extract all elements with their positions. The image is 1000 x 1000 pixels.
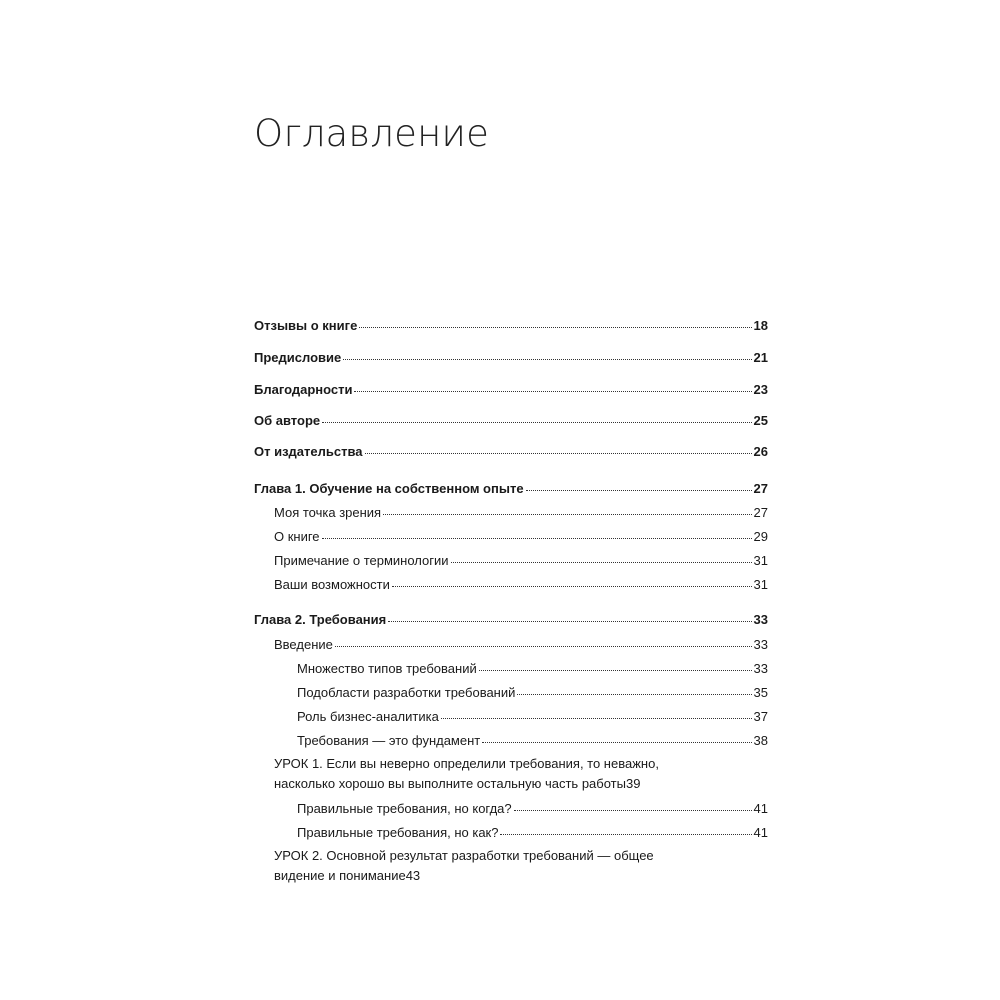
toc-entry-label: Моя точка зрения: [274, 505, 382, 520]
dot-leader: [517, 694, 751, 695]
toc-entry-page: 26: [753, 444, 768, 459]
dot-leader: [500, 834, 751, 835]
toc-entry-lesson1-subsection[interactable]: [297, 801, 768, 817]
dot-leader: [359, 327, 751, 328]
toc-entry-label: Введение: [274, 637, 333, 652]
toc-entry-label: Глава 1. Обучение на собственном опыте: [254, 481, 524, 496]
toc-entry-label: Правильные требования, но когда?: [297, 801, 512, 816]
dot-leader: [441, 718, 752, 719]
toc-entry-ch2-subsection[interactable]: [297, 685, 768, 701]
toc-entry-page: 33: [753, 612, 768, 627]
toc-entry-page: 33: [753, 637, 768, 652]
toc-entry-page: 29: [753, 529, 768, 544]
dot-leader: [322, 538, 752, 539]
toc-entry-label: Глава 2. Требования: [254, 612, 387, 627]
toc-entry-ch2-subsection[interactable]: [297, 661, 768, 677]
toc-entry-ch1-section[interactable]: [274, 553, 768, 569]
dot-leader: [482, 742, 751, 743]
toc-entry-page: 21: [753, 350, 768, 365]
dot-leader: [451, 562, 752, 563]
toc-entry-label: Благодарности: [254, 382, 353, 397]
toc-entry-page: 35: [753, 685, 768, 700]
toc-entry-label: Правильные требования, но как?: [297, 825, 499, 840]
dot-leader: [526, 490, 752, 491]
dot-leader: [354, 391, 751, 392]
toc-entry-lesson-1[interactable]: [274, 754, 768, 794]
toc-entry-predislovie[interactable]: [254, 350, 768, 366]
toc-entry-ch2-section[interactable]: [274, 637, 768, 653]
toc-entry-label: Об авторе: [254, 413, 321, 428]
toc-entry-label: Роль бизнес-аналитика: [297, 709, 439, 724]
toc-entry-ch1-section[interactable]: [274, 577, 768, 593]
toc-entry-label: О книге: [274, 529, 320, 544]
toc-entry-ch1-section[interactable]: [274, 529, 768, 545]
toc-entry-label-line2: видение и понимание: [274, 868, 406, 883]
toc-entry-ch2-subsection[interactable]: [297, 733, 768, 749]
toc-entry-page: 33: [753, 661, 768, 676]
toc-entry-lesson1-subsection[interactable]: [297, 825, 768, 841]
toc-entry-blagodarnosti[interactable]: [254, 382, 768, 398]
toc-entry-label: Примечание о терминологии: [274, 553, 449, 568]
toc-entry-chapter-2[interactable]: [254, 612, 768, 628]
toc-entry-ot-izdatelstva[interactable]: [254, 444, 768, 460]
toc-entry-label: Предисловие: [254, 350, 342, 365]
toc-entry-page: 18: [753, 318, 768, 333]
toc-entry-otzyvy[interactable]: [254, 318, 768, 334]
toc-entry-page: 27: [753, 505, 768, 520]
toc-entry-page: 43: [405, 868, 421, 883]
page-title: Оглавление: [254, 112, 490, 155]
toc-entry-page: 25: [753, 413, 768, 428]
toc-entry-chapter-1[interactable]: [254, 481, 768, 497]
dot-leader: [343, 359, 751, 360]
toc-entry-label-line2: насколько хорошо вы выполните остальную часть работы: [274, 776, 626, 791]
dot-leader: [388, 621, 751, 622]
toc-entry-label-line1: УРОК 1. Если вы неверно определили требования, то неважно,: [274, 756, 659, 771]
toc-entry-ch2-subsection[interactable]: [297, 709, 768, 725]
dot-leader: [479, 670, 752, 671]
toc-entry-page: 31: [753, 553, 768, 568]
toc-entry-label: От издательства: [254, 444, 363, 459]
dot-leader: [322, 422, 751, 423]
toc-entry-label: Ваши возможности: [274, 577, 390, 592]
dot-leader: [335, 646, 752, 647]
toc-entry-page: 23: [753, 382, 768, 397]
dot-leader: [365, 453, 752, 454]
dot-leader: [514, 810, 752, 811]
toc-entry-ob-avtore[interactable]: [254, 413, 768, 429]
dot-leader: [392, 586, 752, 587]
toc-entry-label: Требования — это фундамент: [297, 733, 481, 748]
toc-entry-lesson-2[interactable]: [274, 846, 768, 886]
toc-entry-label: Подобласти разработки требований: [297, 685, 516, 700]
toc-entry-label-line1: УРОК 2. Основной результат разработки требований — общее: [274, 848, 654, 863]
toc-entry-page: 31: [753, 577, 768, 592]
toc-entry-label: Множество типов требований: [297, 661, 477, 676]
toc-entry-page: 27: [753, 481, 768, 496]
toc-entry-page: 41: [753, 825, 768, 840]
toc-entry-ch1-section[interactable]: [274, 505, 768, 521]
toc-entry-label: Отзывы о книге: [254, 318, 358, 333]
dot-leader: [383, 514, 751, 515]
toc-entry-page: 41: [753, 801, 768, 816]
toc-entry-page: 38: [753, 733, 768, 748]
toc-entry-page: 37: [753, 709, 768, 724]
toc-entry-page: 39: [625, 776, 641, 791]
